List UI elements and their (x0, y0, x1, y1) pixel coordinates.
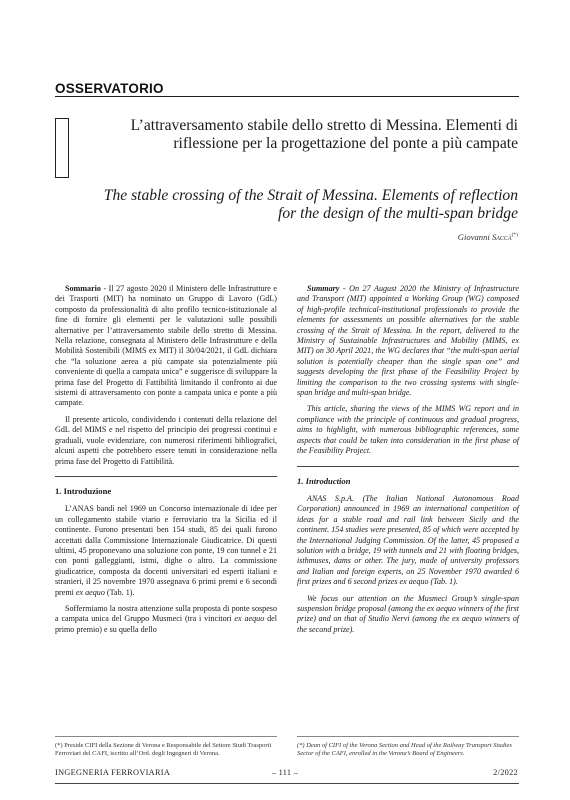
page-number: – 111 – (271, 768, 299, 777)
english-column (297, 284, 519, 641)
abstract-paragraph-english: This article, sharing the views of the MIMS WG report and in compliance with the principle of continuous and gradual progress, aims to highlight, with numerous bibliographic references, some aspects that could be taken into consideration in the first phase of the Feasibility Project. (297, 404, 519, 456)
author-line (218, 232, 518, 242)
intro-p1-emphasis: ex aequo (75, 587, 105, 597)
intro-paragraph-english-1: ANAS S.p.A. (The Italian National Autonomous Road Corporation) announced in 1969 an international competition of ideas for a stable road and rail link between Sicily and the continent. 154 studies were presented, 85 of which were accepted by the International Judging Commission. Of the latter, 45 proposed a solution with a bridge, 19 with tunnels and 21 with floating bridges, isthmuses, dams or other. The jury, made of university professors and Italian and foreign experts, on 25 November 1970 awarded 6 first prizes and 6 second prizes ex aequo (Tab. 1). (297, 493, 519, 587)
intro-heading-english: 1. Introduction (297, 475, 351, 486)
intro-paragraph-italian-1 (55, 504, 277, 598)
italian-column (55, 284, 277, 641)
journal-name: INGEGNERIA FERROVIARIA (55, 768, 171, 777)
summary-english (297, 284, 519, 398)
section-divider (55, 476, 277, 477)
footer-rule (55, 783, 519, 784)
intro-paragraph-italian-2 (55, 604, 277, 635)
author-footnote-mark: (*) (511, 232, 518, 239)
abstract-paragraph-italian: Il presente articolo, condividendo i contenuti della relazione del GdL del MIMS e nel rispetto del principio dei progressi continui e graduali, vuole evidenziare, con numerosi riferimenti bibliografici, alcuni aspetti che potrebbero essere tenuti in considerazione nella prima fase del Progetto di Fattibilità. (55, 414, 277, 466)
footnote-italian: (*) Preside CIFI della Sezione di Verona e Responsabile del Settore Studi Trasporti Ferroviari del CAFI, iscritto all’Ord. degli Ingegneri di Verona. (55, 742, 272, 757)
article-title-italian: L’attraversamento stabile dello stretto di Messina. Elementi di riflessione per la progettazione del ponte a più campate (130, 117, 518, 152)
author-first-name: Giovanni (457, 232, 490, 242)
intro-p2-tail: del primo premio) e su quella dello (55, 614, 277, 634)
summary-lead-english: Summary (307, 284, 340, 293)
title-bracket-ornament (55, 118, 69, 178)
intro-heading-italian: 1. Introduzione (55, 485, 112, 496)
footnote-rule-left (55, 736, 277, 737)
issue-number: 2/2022 (493, 768, 518, 777)
footnote-rule-right (297, 736, 519, 737)
intro-paragraph-english-2: We focus our attention on the Musmeci Group’s single-span suspension bridge proposal (among the ex aequo winners of the first prize) and on that of Studio Nervi (among the ex aequo winners of the second prize). (297, 593, 519, 634)
summary-text-english: - On 27 August 2020 the Ministry of Infrastructure and Transport (MIT) appointed a Working Group (WG) composed of high-profile technical-institutional professionals to provide the elements for assessments on possible alternatives for the stable crossing of the Strait of Messina. In the report, delivered to the Ministry of Sustainable Infrastructures and Mobility (MIMS, ex MIT) on 30 April 2021, the WG declares that “the multi-span aerial solution is potentially cheaper than the single span one” and suggests developing the first phase of the Feasibility Project by limiting the comparison to the two crossing systems with single-span bridge and multi-span bridge. (297, 284, 519, 398)
footnote-english: (*) Dean of CIFI of the Verona Section and Head of the Railway Transport Studies Sector of the CAFI, enrolled in the Verona’s Board of Engineers. (297, 742, 512, 757)
section-title: OSSERVATORIO (55, 81, 164, 96)
summary-lead-italian: Sommario (65, 284, 101, 293)
header-rule (55, 96, 519, 97)
summary-text-italian: - Il 27 agosto 2020 il Ministero delle Infrastrutture e dei Trasporti (MIT) ha nominato un Gruppo di Lavoro (GdL) composto da professionalità di alto profilo tecnico-istituzionale al fine di fornire gli elementi per le valutazioni sulle possibili alternative per l’attraversamento stabile dello stretto di Messina. Nella relazione, consegnata al Ministero delle Infrastrutture e della Mobilità Sostenibili (MIMS ex MIT) il 30/04/2021, il GdL dichiara che “la soluzione aerea a più campate sia potenzialmente più conveniente di quella a campata unica” e suggerisce di sviluppare la prima fase del Progetto di Fattibilità limitando il confronto ai due sistemi di attraversamento con ponte a campata unica e ponte a più campate. (55, 284, 277, 408)
section-divider (297, 466, 519, 467)
article-title-english: The stable crossing of the Strait of Messina. Elements of reflection for the design of the multi-span bridge (103, 187, 518, 222)
intro-p2-text: Soffermiamo la nostra attenzione sulla proposta di ponte sospeso a campata unica del Gruppo Musmeci (tra i vincitori (55, 603, 277, 624)
summary-italian (55, 284, 277, 409)
author-last-name: Saccà (491, 232, 512, 242)
intro-p1-text: L’ANAS bandì nel 1969 un Concorso internazionale di idee per un collegamento stabile viario e ferroviario tra la Sicilia ed il continente. Furono presentati ben 154 studi, 85 dei quali furono accettati dalla Commissione Internazionale Giudicatrice. Di questi ultimi, 45 proponevano una soluzione con ponte, 19 con tunnel e 21 con ponti galleggianti, istmi, dighe o altro. La commissione giudicatrice, composta da docenti universitari ed esperti italiani e stranieri, il 25 novembre 1970 assegnava 6 primi premi e 6 secondi premi (55, 504, 277, 597)
intro-p2-emphasis: ex aequo (234, 614, 265, 624)
intro-p1-tail: (Tab. 1). (104, 587, 135, 597)
